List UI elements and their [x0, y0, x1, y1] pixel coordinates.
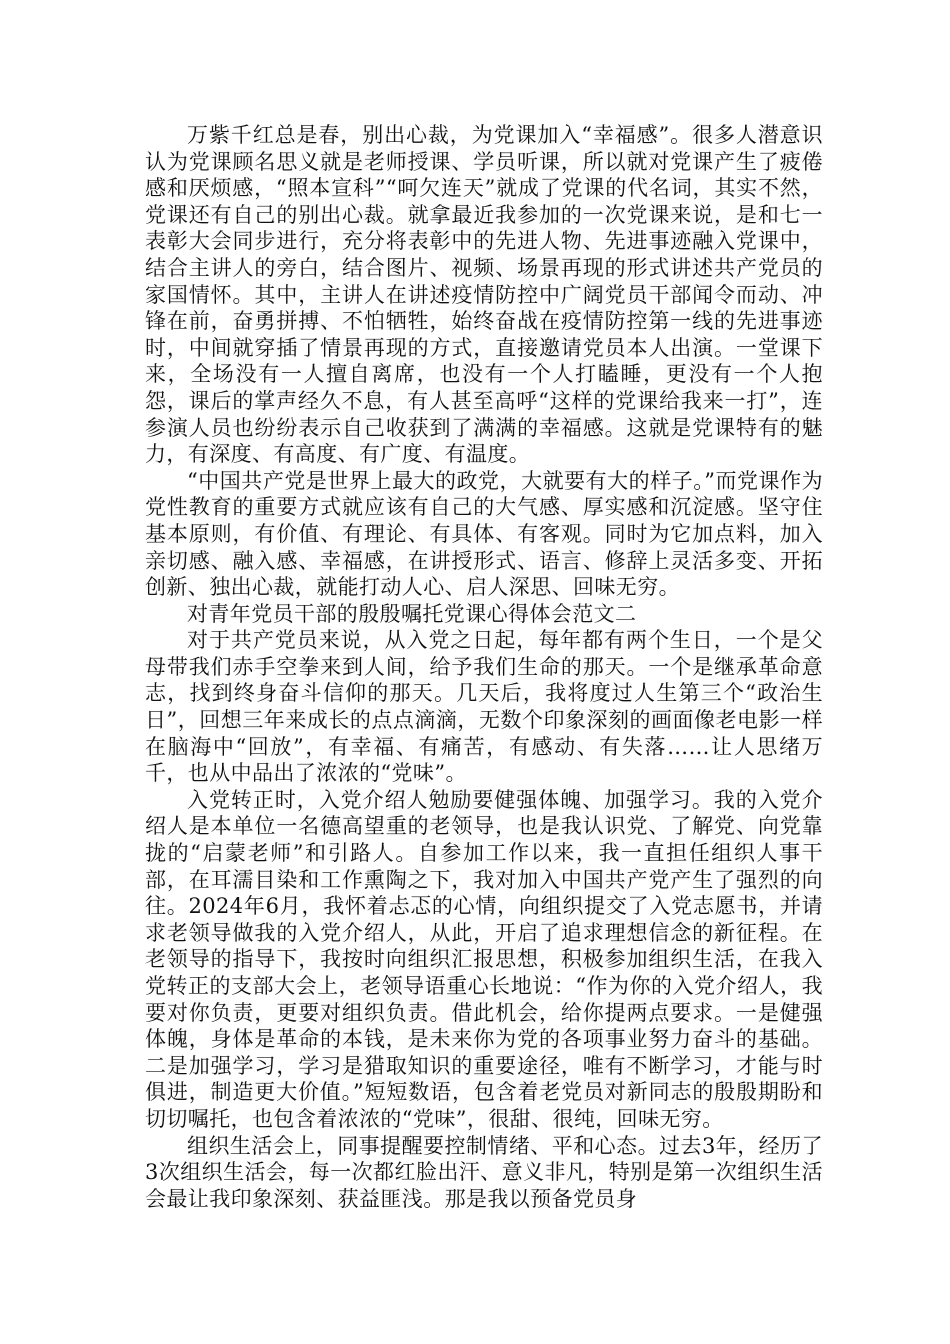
document-body: [145, 122, 823, 1212]
paragraph-organization-meeting: 组织生活会上，同事提醒要控制情绪、平和心态。过去3年，经历了3次组织生活会，每一次都红脸出汗、意义非凡，特别是第一次组织生活会最让我印象深刻、获益匪浅。那是我以预备党员身: [145, 1133, 823, 1211]
paragraph-big-party: “中国共产党是世界上最大的政党，大就要有大的样子。”而党课作为党性教育的重要方式就应该有自己的大气感、厚实感和沉淀感。坚守住基本原则，有价值、有理论、有具体、有客观。同时为它加点料，加入亲切感、融入感、幸福感，在讲授形式、语言、修辞上灵活多变、开拓创新、独出心裁，就能打动人心、启人深思、回味无穷。: [145, 468, 823, 600]
paragraph-introducer: 入党转正时，入党介绍人勉励要健强体魄、加强学习。我的入党介绍人是本单位一名德高望重的老领导，也是我认识党、了解党、向党靠拢的“启蒙老师”和引路人。自参加工作以来，我一直担任组织人事干部，在耳濡目染和工作熏陶之下，我对加入中国共产党产生了强烈的向往。2024年6月，我怀着忐忑的心情，向组织提交了入党志愿书，并请求老领导做我的入党介绍人，从此，开启了追求理想信念的新征程。在老领导的指导下，我按时向组织汇报思想，积极参加组织生活，在我入党转正的支部大会上，老领导语重心长地说：“作为你的入党介绍人，我要对你负责，更要对组织负责。借此机会，给你提两点要求。一是健强体魄，身体是革命的本钱，是未来你为党的各项事业努力奋斗的基础。二是加强学习，学习是猎取知识的重要途径，唯有不断学习，才能与时俱进，制造更大价值。”短短数语，包含着老党员对新同志的殷殷期盼和切切嘱托，也包含着浓浓的“党味”，很甜、很纯，回味无穷。: [145, 787, 823, 1131]
section-heading: 对青年党员干部的殷殷嘱托党课心得体会范文二: [187, 601, 637, 626]
paragraph-happiness: 万紫千红总是春，别出心裁，为党课加入“幸福感”。很多人潜意识认为党课顾名思义就是老师授课、学员听课，所以就对党课产生了疲倦感和厌烦感，“照本宣科”“呵欠连天”就成了党课的代名词，其实不然，党课还有自己的别出心裁。就拿最近我参加的一次党课来说，是和七一表彰大会同步进行，充分将表彰中的先进人物、先进事迹融入党课中，结合主讲人的旁白，结合图片、视频、场景再现的形式讲述共产党员的家国情怀。其中，主讲人在讲述疫情防控中广阔党员干部闻令而动、冲锋在前，奋勇拼搏、不怕牺牲，始终奋战在疫情防控第一线的先进事迹时，中间就穿插了情景再现的方式，直接邀请党员本人出演。一堂课下来，全场没有一人擅自离席，也没有一个人打瞌睡，更没有一个人抱怨，课后的掌声经久不息，有人甚至高呼“这样的党课给我来一打”，连参演人员也纷纷表示自己收获到了满满的幸福感。这就是党课特有的魅力，有深度、有高度、有广度、有温度。: [145, 123, 823, 467]
paragraph-political-birthday: 对于共产党员来说，从入党之日起，每年都有两个生日，一个是父母带我们赤手空拳来到人间，给予我们生命的那天。一个是继承革命意志，找到终身奋斗信仰的那天。几天后，我将度过人生第三个“政治生日”，回想三年来成长的点点滴滴，无数个印象深刻的画面像老电影一样在脑海中“回放”，有幸福、有痛苦，有感动、有失落……让人思绪万千，也从中品出了浓浓的“党味”。: [145, 628, 823, 786]
